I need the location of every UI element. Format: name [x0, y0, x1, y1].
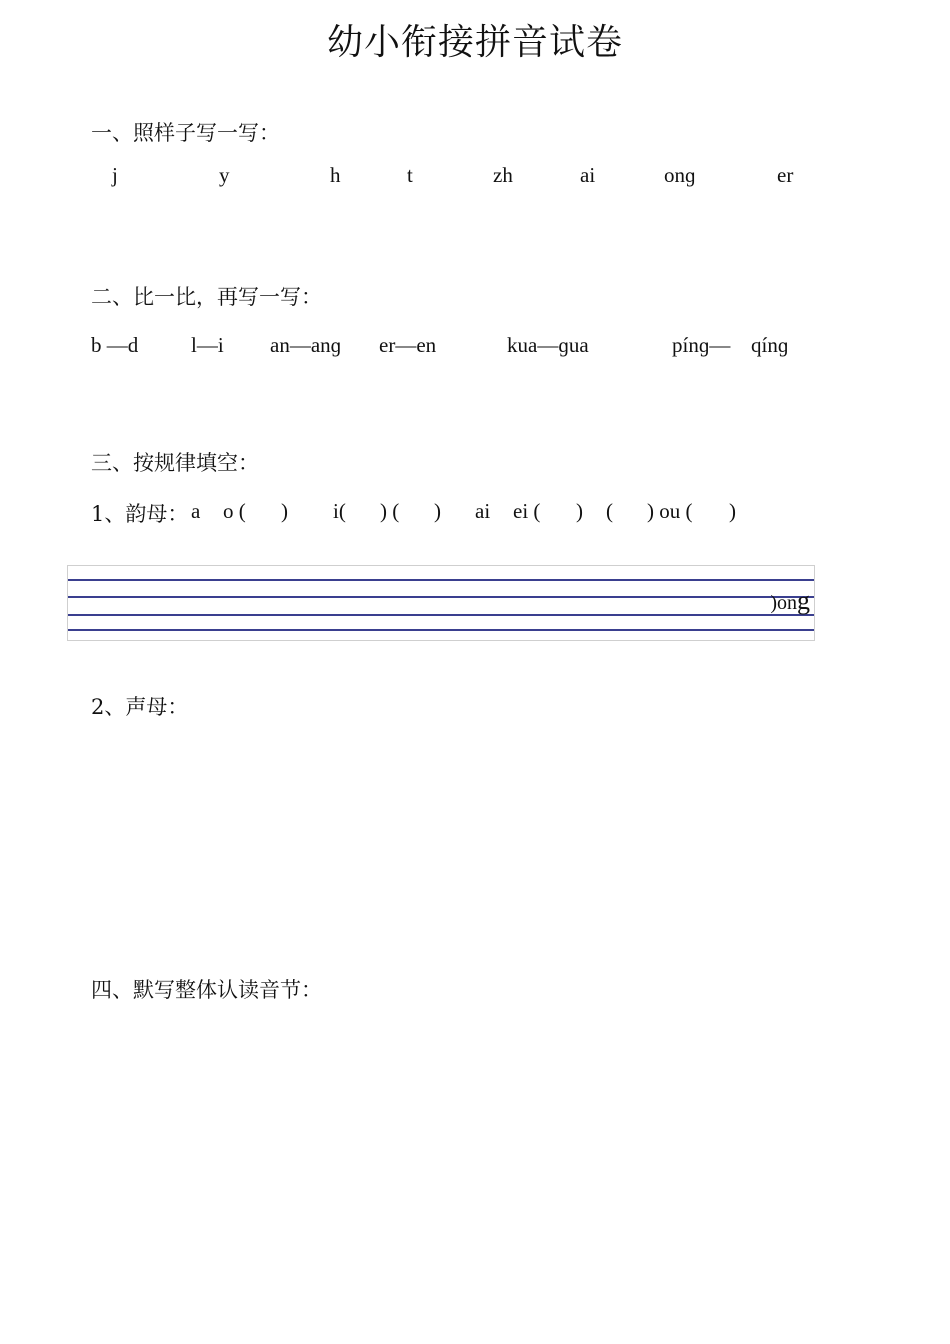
pinyin-item: er	[777, 163, 794, 187]
pinyin-item: j	[112, 163, 118, 187]
q2-label: 2、声母：	[91, 695, 189, 719]
staff-text-g: g	[797, 586, 810, 615]
staff-text-prefix: )on	[770, 592, 797, 614]
staff-line	[68, 614, 814, 616]
staff-line	[68, 596, 814, 598]
section4-heading: 四、默写整体认读音节：	[91, 978, 322, 1002]
staff-line	[68, 579, 814, 581]
compare-pair: pínɡ—	[672, 333, 731, 357]
writing-staff[interactable]	[67, 565, 815, 641]
pinyin-item: y	[219, 163, 230, 187]
compare-pair: qínɡ	[751, 333, 789, 357]
compare-pair: an—anɡ	[270, 333, 342, 357]
vowel-part: a	[191, 499, 201, 523]
compare-pair: kua—ɡua	[507, 333, 589, 357]
vowel-part: )	[281, 499, 288, 523]
compare-pair: er—en	[379, 333, 437, 357]
compare-pair: l—i	[191, 333, 224, 357]
section1-heading: 一、照样子写一写：	[91, 121, 280, 145]
pinyin-item: h	[330, 163, 341, 187]
pinyin-item: zh	[493, 163, 513, 187]
vowel-part: i(	[333, 499, 346, 523]
vowel-part: o (	[223, 499, 246, 523]
vowel-part: )	[729, 499, 736, 523]
vowel-part: )	[576, 499, 583, 523]
staff-text	[770, 586, 810, 616]
vowel-part: ) (	[380, 499, 400, 523]
pinyin-item: ai	[580, 163, 596, 187]
vowel-part: ei (	[513, 499, 541, 523]
pinyin-item: onɡ	[664, 163, 696, 187]
vowel-part: ai	[475, 499, 491, 523]
staff-line	[68, 629, 814, 631]
compare-pair: b —d	[91, 333, 139, 357]
section2-heading: 二、比一比，再写一写：	[91, 285, 322, 309]
page-title: 幼小衔接拼音试卷	[326, 22, 623, 63]
vowel-part: (	[606, 499, 613, 523]
vowel-part: )	[434, 499, 441, 523]
q1-label: 1、韵母：	[91, 502, 189, 526]
pinyin-item: t	[407, 163, 413, 187]
section3-heading: 三、按规律填空：	[91, 451, 259, 475]
vowel-part: ) ou (	[647, 499, 693, 523]
